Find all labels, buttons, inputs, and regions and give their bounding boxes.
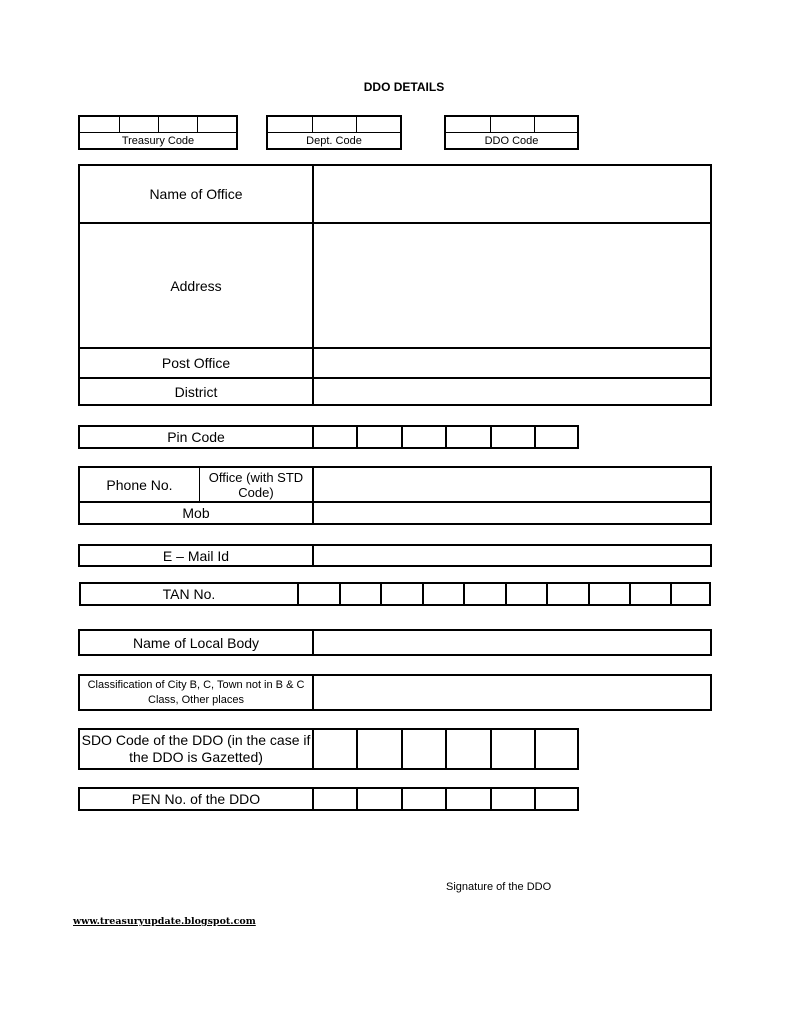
dept-code-label: Dept. Code <box>306 134 362 147</box>
post-office-label: Post Office <box>161 355 231 371</box>
name-of-office-field[interactable] <box>314 166 710 222</box>
pin-code-label: Pin Code <box>167 429 225 445</box>
classification-label: Classification of City B, C, Town not in B & C Class, Other places <box>87 678 305 706</box>
pen-no-label: PEN No. of the DDO <box>131 791 261 807</box>
treasury-code-box <box>78 115 238 150</box>
phone-no-label: Phone No. <box>106 476 173 493</box>
mob-label: Mob <box>182 505 210 521</box>
ddo-code-box <box>444 115 579 150</box>
sdo-code-field[interactable] <box>314 730 577 768</box>
classification-field[interactable] <box>314 676 710 709</box>
pen-no-field[interactable] <box>314 789 577 809</box>
sdo-code-label: SDO Code of the DDO (in the case if the DDO is Gazetted) <box>81 732 311 765</box>
footer-url-link[interactable]: www.treasuryupdate.blogspot.com <box>73 916 256 927</box>
tan-row <box>79 582 711 606</box>
pin-code-field[interactable] <box>314 427 577 447</box>
mob-field[interactable] <box>314 503 710 523</box>
sdo-code-row <box>78 728 579 770</box>
tan-no-field[interactable] <box>299 584 709 604</box>
email-field[interactable] <box>314 546 710 565</box>
office-address-table <box>78 164 712 406</box>
ddo-code-label: DDO Code <box>484 134 539 147</box>
treasury-code-input[interactable] <box>80 117 236 132</box>
district-field[interactable] <box>314 379 710 404</box>
email-label: E – Mail Id <box>162 547 230 564</box>
signature-label: Signature of the DDO <box>446 881 552 893</box>
dept-code-box <box>266 115 402 150</box>
district-label: District <box>174 383 218 400</box>
office-std-label: Office (with STD Code) <box>208 469 304 500</box>
office-phone-field[interactable] <box>314 468 710 501</box>
local-body-field[interactable] <box>314 631 710 654</box>
ddo-code-input[interactable] <box>446 117 577 132</box>
pin-code-row <box>78 425 579 449</box>
classification-row <box>78 674 712 711</box>
pen-no-row <box>78 787 579 811</box>
name-of-office-label: Name of Office <box>149 186 243 202</box>
treasury-code-label: Treasury Code <box>121 134 195 147</box>
address-field[interactable] <box>314 224 710 347</box>
phone-table <box>78 466 712 525</box>
tan-no-label: TAN No. <box>162 586 216 602</box>
post-office-field[interactable] <box>314 349 710 377</box>
page-title: DDO DETAILS <box>363 80 445 94</box>
local-body-row <box>78 629 712 656</box>
dept-code-input[interactable] <box>268 117 400 132</box>
email-row <box>78 544 712 567</box>
local-body-label: Name of Local Body <box>132 634 260 651</box>
address-label: Address <box>170 277 222 294</box>
